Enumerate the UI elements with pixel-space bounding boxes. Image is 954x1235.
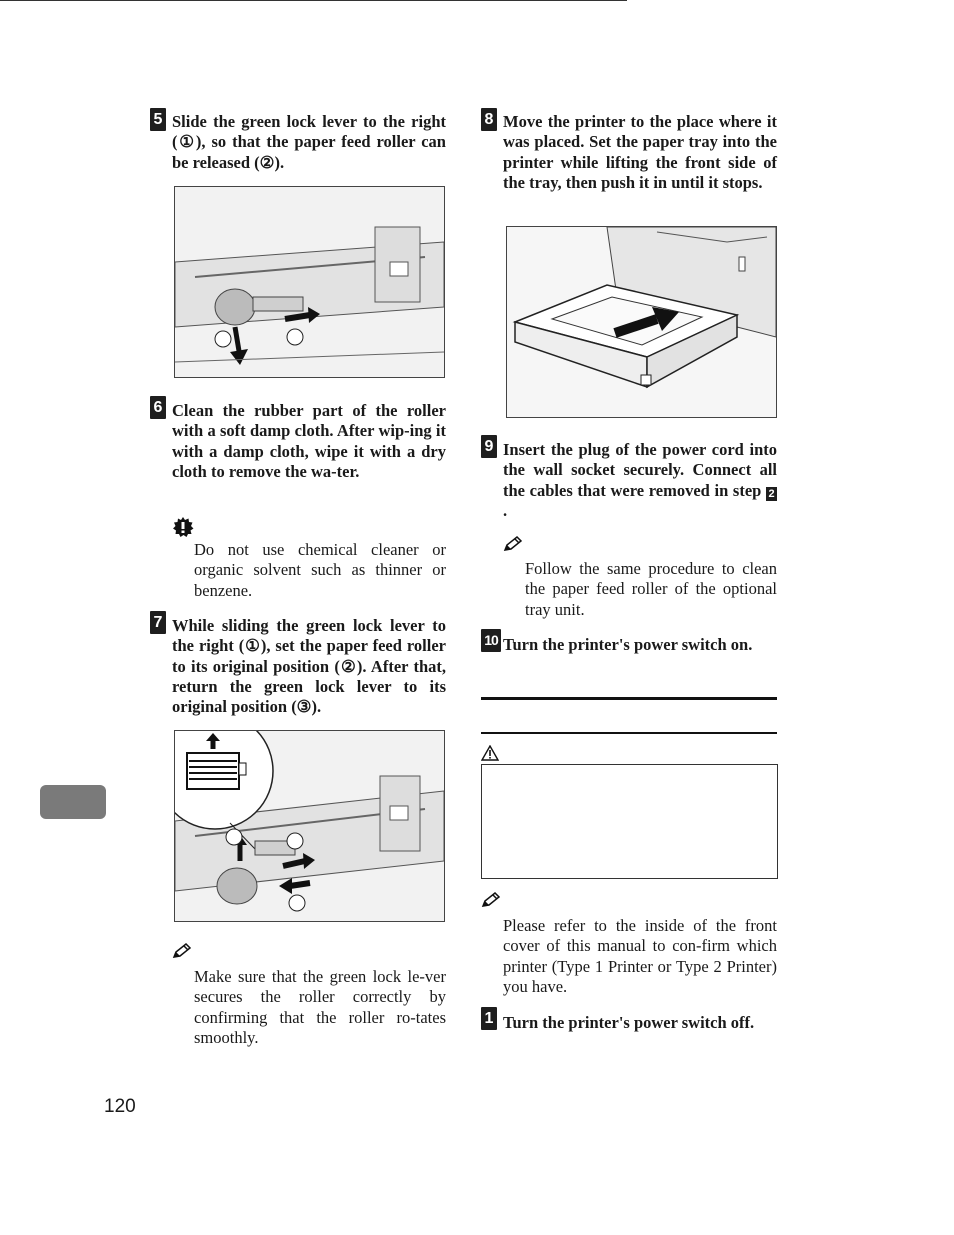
note-section-text: Please refer to the inside of the front cover of this manual to con-firm which printer (Type 1 Printer or Type 2 Printer) you have. — [503, 916, 777, 996]
step-number-8: 8 — [481, 108, 497, 131]
step-7-text: While sliding the green lock lever to the right (①), set the paper feed roller to its original position (②). After that, return the green lock lever to its original position (③). — [172, 616, 446, 717]
pencil-icon — [172, 943, 192, 964]
step-number-1: 1 — [481, 1007, 497, 1030]
step-number-6: 6 — [150, 396, 166, 419]
warning-triangle-icon — [481, 745, 499, 766]
step-9-text-end: . — [503, 500, 508, 520]
step-number-5: 5 — [150, 108, 166, 131]
step-1-text: Turn the printer's power switch off. — [503, 1013, 755, 1032]
caution-box — [481, 764, 778, 879]
step-5-text: Slide the green lock lever to the right (①), so that the paper feed roller can be released (②). — [172, 112, 446, 172]
pencil-icon — [503, 536, 523, 557]
step-8-text: Move the printer to the place where it was placed. Set the paper tray into the printer while lifting the front side of the tray, then push it in until it stops. — [503, 112, 777, 192]
step-9-text-main: Insert the plug of the power cord into the wall socket securely. Connect all the cables that were removed in step — [503, 440, 777, 500]
section-rule-top — [481, 697, 777, 700]
step-number-7: 7 — [150, 611, 166, 634]
header-rule — [0, 0, 627, 1]
illustration-roller-release — [174, 186, 445, 378]
step-9-text — [503, 440, 777, 521]
note-s9-text: Follow the same procedure to clean the paper feed roller of the optional tray unit. — [525, 559, 777, 619]
step-6-text: Clean the rubber part of the roller with a soft damp cloth. After wip-ing it with a damp cloth, wipe it with a dry cloth to remove the wa-ter. — [172, 401, 446, 481]
illustration-roller-reset — [174, 730, 445, 922]
section-rule-bottom — [481, 732, 777, 734]
step-number-9: 9 — [481, 435, 497, 458]
chapter-tab — [40, 785, 106, 819]
step-10-text: Turn the printer's power switch on. — [503, 635, 753, 654]
pencil-icon — [481, 892, 501, 913]
step-number-10: 10 — [481, 629, 501, 652]
note-s7-text: Make sure that the green lock le-ver secures the roller correctly by confirming that the roller ro-tates smoothly. — [194, 967, 446, 1047]
important-icon — [172, 516, 194, 543]
step-reference-2: 2 — [766, 487, 777, 501]
important-note-text: Do not use chemical cleaner or organic solvent such as thinner or benzene. — [194, 540, 446, 600]
illustration-paper-tray — [506, 226, 777, 418]
page-number: 120 — [104, 1096, 136, 1117]
